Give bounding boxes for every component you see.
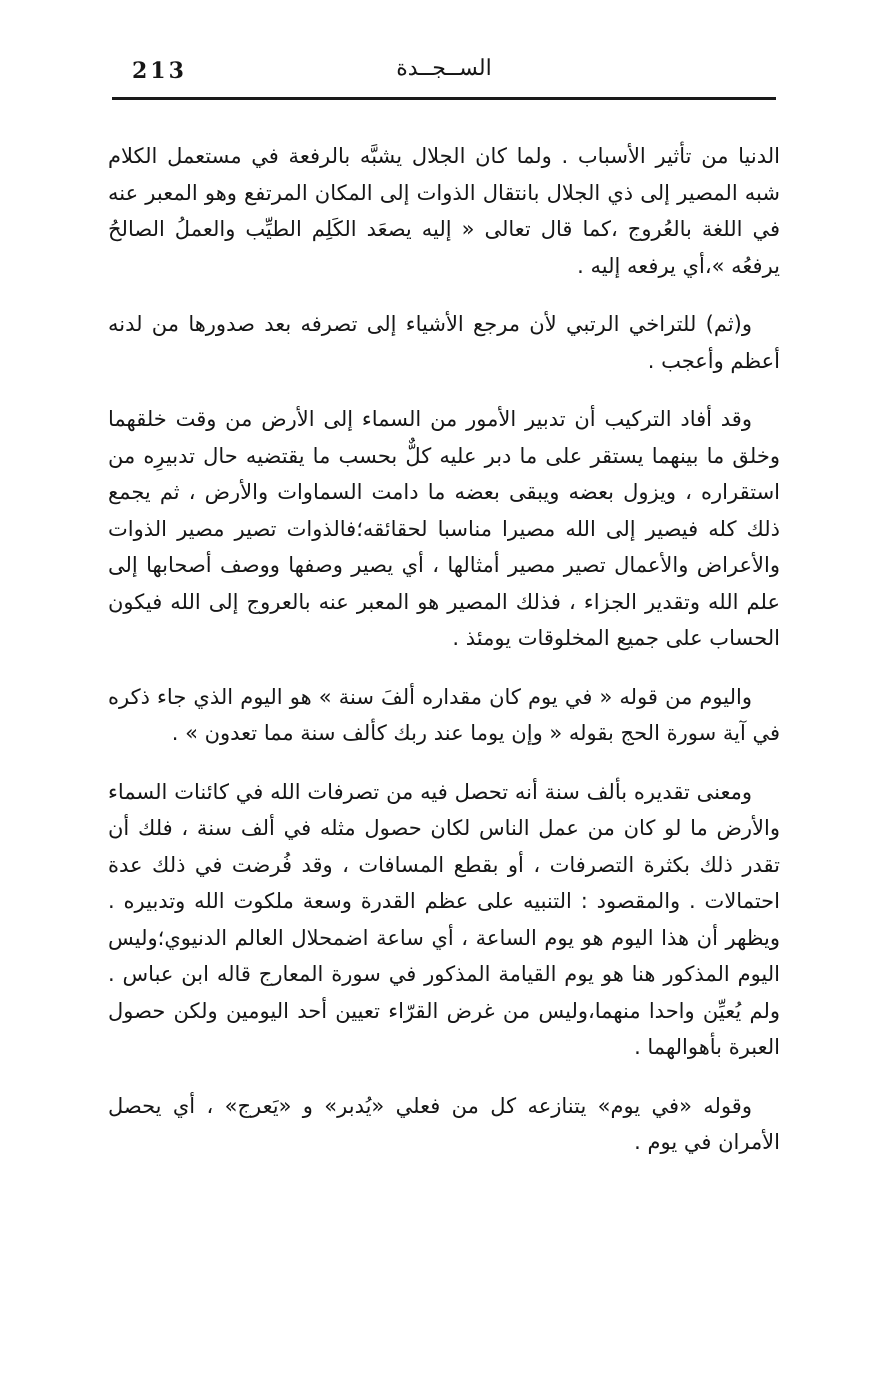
running-header [112, 56, 776, 92]
paragraph-4: واليوم من قوله « في يوم كان مقداره ألفَ سنة » هو اليوم الذي جاء ذكره في آية سورة الحج بقوله « وإن يوما عند ربك كألف سنة مما تعدون » . [108, 684, 780, 745]
body-text [108, 138, 780, 1183]
paragraph-6: وقوله «في يوم» يتنازعه كل من فعلي «يُدبر» و «يَعرج» ، أي يحصل الأمران في يوم . [108, 1093, 780, 1154]
paragraph-1: الدنيا من تأثير الأسباب . ولما كان الجلال يشبَّه بالرفعة في مستعمل الكلام شبه المصير إلى ذي الجلال بانتقال الذوات إلى المكان المرتفع وهو المعبر عنه في اللغة بالعُروج ،كما قال تعالى « إليه يصعَد الكَلِم الطيِّب والعملُ الصالحُ يرفعُه »،أي يرفعه إليه . [108, 144, 780, 278]
header-rule [112, 97, 776, 100]
paragraph-3: وقد أفاد التركيب أن تدبير الأمور من السماء إلى الأرض من وقت خلقهما وخلق ما بينهما يستقر على ما دبر عليه كلٌّ بحسب ما يقتضيه حال تدبيرِه من استقراره ، ويزول بعضه ويبقى بعضه ما دامت السماوات والأرض ، ثم يجمع ذلك كله فيصير إلى الله مصيرا مناسبا لحقائقه؛فالذوات تصير مصير الذوات والأعراض والأعمال تصير مصير أمثالها ، أي يصير وصفها ووصف أصحابها إلى علم الله وتقدير الجزاء ، فذلك المصير هو المعبر عنه بالعروج إلى الله فيكون الحساب على جميع المخلوقات يومئذ . [108, 407, 780, 650]
paragraph-2: و(ثم) للتراخي الرتبي لأن مرجع الأشياء إلى تصرفه بعد صدورها من لدنه أعظم وأعجب . [108, 312, 780, 373]
surah-title: الســجــدة [396, 56, 492, 81]
paragraph-5: ومعنى تقديره بألف سنة أنه تحصل فيه من تصرفات الله في كائنات السماء والأرض ما لو كان من عمل الناس لكان حصول مثله في ألف سنة ، فلك أن تقدر ذلك بكثرة التصرفات ، أو بقطع المسافات ، وقد فُرضت في ذلك عدة احتمالات . والمقصود : التنبيه على عظم القدرة وسعة ملكوت الله وتدبيره . ويظهر أن هذا اليوم هو يوم الساعة ، أي ساعة اضمحلال العالم الدنيوي؛وليس اليوم المذكور هنا هو يوم القيامة المذكور في سورة المعارج قاله ابن عباس . ولم يُعيِّن واحدا منهما،وليس من غرض القرّاء تعيين أحد اليومين ولكن حصول العبرة بأهوالهما . [108, 779, 780, 1059]
page-number: 213 [132, 58, 187, 84]
